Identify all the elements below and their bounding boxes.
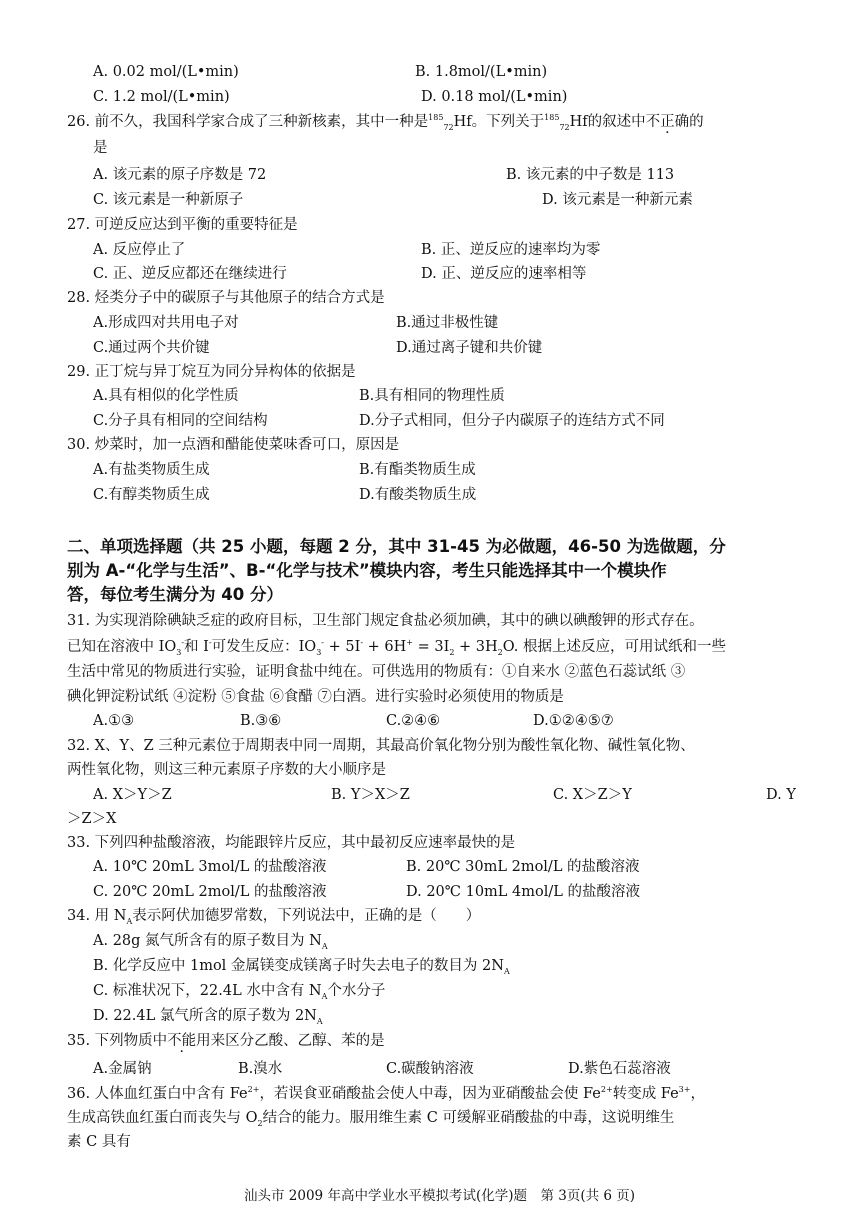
text: 34. 用 N bbox=[67, 908, 127, 924]
q30-option-a: A.有盐类物质生成 bbox=[93, 462, 210, 478]
text: 个水分子 bbox=[327, 983, 386, 999]
text: 结合的能力。服用维生素 C 可缓解亚硝酸盐的中毒，这说明维生 bbox=[262, 1110, 675, 1126]
text: B. 化学反应中 1mol 金属镁变成镁离子时失去电子的数目为 2N bbox=[93, 958, 504, 974]
q27-option-d: D. 正、逆反应的速率相等 bbox=[421, 266, 587, 282]
q30-stem: 30. 炒菜时，加一点酒和醋能使菜味香可口，原因是 bbox=[67, 437, 400, 453]
q34-option-c bbox=[93, 981, 385, 1001]
emphasis-text: 不正确 bbox=[645, 114, 690, 130]
q35-stem bbox=[67, 1031, 385, 1051]
q35-option-b: B.溴水 bbox=[238, 1061, 283, 1077]
q26-option-b: B. 该元素的中子数是 113 bbox=[506, 167, 675, 183]
superscript: 3+ bbox=[678, 1085, 691, 1095]
q27-option-a: A. 反应停止了 bbox=[93, 242, 186, 258]
q32-option-c: C. X＞Z＞Y bbox=[553, 787, 632, 803]
subscript: 2 bbox=[449, 647, 455, 657]
text: D. 22.4L 氯气所含的原子数为 2N bbox=[93, 1008, 317, 1024]
q31-option-d: D.①②④⑤⑦ bbox=[533, 713, 614, 729]
text: + 6H bbox=[363, 639, 407, 655]
q34-option-a bbox=[93, 931, 328, 951]
q36-stem-line-1 bbox=[67, 1084, 705, 1104]
isotope-mass-number: 185 bbox=[544, 113, 560, 123]
subscript: A bbox=[321, 991, 328, 1001]
isotope-symbol: Hf bbox=[453, 114, 472, 130]
text: A. 28g 氮气所含有的原子数目为 N bbox=[93, 933, 322, 949]
q34-option-b bbox=[93, 956, 510, 976]
q26-stem-text-2: 。下列关于 bbox=[471, 114, 545, 130]
text: O. 根据上述反应，可用试纸和一些 bbox=[502, 639, 727, 655]
superscript: + bbox=[406, 638, 413, 648]
isotope-atomic-number: 72 bbox=[443, 122, 454, 132]
q30-option-c: C.有醇类物质生成 bbox=[93, 487, 210, 503]
superscript: 2+ bbox=[247, 1085, 260, 1095]
text: C. 标准状况下，22.4L 水中含有 N bbox=[93, 983, 322, 999]
q26-option-d: D. 该元素是一种新元素 bbox=[542, 192, 693, 208]
superscript: - bbox=[321, 638, 324, 648]
q25-option-b: B. 1.8mol/(L•min) bbox=[415, 64, 548, 80]
q26-stem-cont: 是 bbox=[93, 140, 108, 156]
q29-option-b: B.具有相同的物理性质 bbox=[359, 388, 505, 404]
q27-stem: 27. 可逆反应达到平衡的重要特征是 bbox=[67, 217, 298, 233]
q30-option-b: B.有酯类物质生成 bbox=[359, 462, 476, 478]
q31-option-c: C.②④⑥ bbox=[386, 713, 441, 729]
subscript: A bbox=[316, 1016, 323, 1026]
subscript: 3 bbox=[316, 647, 322, 657]
q32-option-b: B. Y＞X＞Z bbox=[331, 787, 410, 803]
section-heading-line-2: 别为 A-“化学与生活”、B-“化学与技术”模块内容，考生只能选择其中一个模块作 bbox=[67, 561, 667, 580]
q32-stem-line-1: 32. X、Y、Z 三种元素位于周期表中同一周期，其最高价氧化物分别为酸性氧化物、碱性氧化物、 bbox=[67, 738, 695, 754]
q27-option-b: B. 正、逆反应的速率均为零 bbox=[421, 242, 601, 258]
q35-option-d: D.紫色石蕊溶液 bbox=[568, 1061, 671, 1077]
q33-option-d: D. 20℃ 10mL 4mol/L 的盐酸溶液 bbox=[406, 884, 641, 900]
q32-option-a: A. X＞Y＞Z bbox=[93, 787, 172, 803]
subscript: A bbox=[321, 941, 328, 951]
text: 35. 下列物质中 bbox=[67, 1033, 168, 1049]
subscript: 3 bbox=[176, 647, 182, 657]
subscript: 2 bbox=[497, 647, 503, 657]
q28-option-a: A.形成四对共用电子对 bbox=[93, 315, 239, 331]
q26-stem-text: 26. 前不久，我国科学家合成了三种新核素，其中一种是 bbox=[67, 114, 429, 130]
q33-option-c: C. 20℃ 20mL 2mol/L 的盐酸溶液 bbox=[93, 884, 327, 900]
q31-stem-line-1: 31. 为实现消除碘缺乏症的政府目标，卫生部门规定食盐必须加碘，其中的碘以碘酸钾的形式存在。 bbox=[67, 613, 704, 629]
section-heading-line-1: 二、单项选择题（共 25 小题，每题 2 分，其中 31-45 为必做题，46-50 为选做题，分 bbox=[67, 537, 726, 556]
text: ，若误食亚硝酸盐会使人中毒，因为亚硝酸盐会使 Fe bbox=[259, 1086, 601, 1102]
section-heading-line-3: 答，每位考生满分为 40 分） bbox=[67, 585, 283, 604]
q36-stem-line-2 bbox=[67, 1108, 674, 1128]
text: + 5I bbox=[324, 639, 361, 655]
isotope-mass-number: 185 bbox=[428, 113, 444, 123]
q26-stem-text-4: 的 bbox=[689, 114, 704, 130]
q32-option-d-cont: ＞Z＞X bbox=[67, 811, 117, 827]
isotope-symbol: Hf bbox=[569, 114, 588, 130]
subscript: A bbox=[126, 916, 133, 926]
q33-stem: 33. 下列四种盐酸溶液，均能跟锌片反应，其中最初反应速率最快的是 bbox=[67, 835, 516, 851]
q33-option-a: A. 10℃ 20mL 3mol/L 的盐酸溶液 bbox=[93, 859, 327, 875]
q36-stem-line-3: 素 C 具有 bbox=[67, 1134, 131, 1150]
text: = 3I bbox=[412, 639, 450, 655]
q31-option-b: B.③⑥ bbox=[240, 713, 282, 729]
q26-option-a: A. 该元素的原子序数是 72 bbox=[93, 167, 267, 183]
q31-stem-line-2 bbox=[67, 637, 726, 657]
q35-option-c: C.碳酸钠溶液 bbox=[386, 1061, 474, 1077]
q26-stem-text-3: 的叙述中 bbox=[587, 114, 646, 130]
q28-option-c: C.通过两个共价键 bbox=[93, 340, 210, 356]
q29-option-d: D.分子式相同，但分子内碳原子的连结方式不同 bbox=[359, 413, 665, 429]
q29-stem: 29. 正丁烷与异丁烷互为同分异构体的依据是 bbox=[67, 364, 356, 380]
text: 和 I bbox=[184, 639, 209, 655]
q28-stem: 28. 烃类分子中的碳原子与其他原子的结合方式是 bbox=[67, 290, 385, 306]
q34-stem bbox=[67, 906, 480, 926]
superscript: - bbox=[208, 638, 212, 648]
q25-option-a: A. 0.02 mol/(L•min) bbox=[93, 64, 239, 80]
superscript: - bbox=[360, 638, 364, 648]
emphasis-text: 不能 bbox=[167, 1033, 197, 1049]
text: 转变成 Fe bbox=[612, 1086, 679, 1102]
text: 可发生反应：IO bbox=[211, 639, 317, 655]
q32-option-d: D. Y bbox=[766, 787, 796, 803]
q25-option-d: D. 0.18 mol/(L•min) bbox=[421, 89, 568, 105]
q31-option-a: A.①③ bbox=[93, 713, 135, 729]
superscript: - bbox=[181, 638, 185, 648]
q25-option-c: C. 1.2 mol/(L•min) bbox=[93, 89, 230, 105]
q31-stem-line-3: 生活中常见的物质进行实验，证明食盐中纯在。可供选用的物质有：①自来水 ②蓝色石蕊试纸 ③ bbox=[67, 664, 686, 680]
text: 36. 人体血红蛋白中含有 Fe bbox=[67, 1086, 248, 1102]
q29-option-a: A.具有相似的化学性质 bbox=[93, 388, 239, 404]
q33-option-b: B. 20℃ 30mL 2mol/L 的盐酸溶液 bbox=[406, 859, 640, 875]
subscript: A bbox=[503, 966, 510, 976]
q29-option-c: C.分子具有相同的空间结构 bbox=[93, 413, 268, 429]
q28-option-b: B.通过非极性键 bbox=[396, 315, 499, 331]
text: + 3H bbox=[454, 639, 498, 655]
q35-option-a: A.金属钠 bbox=[93, 1061, 152, 1077]
q31-stem-line-4: 碘化钾淀粉试纸 ④淀粉 ⑤食盐 ⑥食醋 ⑦白酒。进行实验时必须使用的物质是 bbox=[67, 689, 564, 705]
text: 表示阿伏加德罗常数，下列说法中，正确的是（ ） bbox=[132, 908, 481, 924]
q32-stem-line-2: 两性氧化物，则这三种元素原子序数的大小顺序是 bbox=[67, 762, 386, 778]
text: ， bbox=[690, 1086, 705, 1102]
text: 已知在溶液中 IO bbox=[67, 639, 177, 655]
q26-stem bbox=[67, 112, 704, 132]
page-footer: 汕头市 2009 年高中学业水平模拟考试(化学)题 第 3页(共 6 页) bbox=[244, 1188, 636, 1204]
superscript: 2+ bbox=[600, 1085, 613, 1095]
isotope-atomic-number: 72 bbox=[559, 122, 570, 132]
subscript: 2 bbox=[257, 1118, 263, 1128]
text: 用来区分乙酸、乙醇、苯的是 bbox=[196, 1033, 385, 1049]
q28-option-d: D.通过离子键和共价键 bbox=[396, 340, 543, 356]
q27-option-c: C. 正、逆反应都还在继续进行 bbox=[93, 266, 287, 282]
q26-option-c: C. 该元素是一种新原子 bbox=[93, 192, 244, 208]
q34-option-d bbox=[93, 1006, 323, 1026]
text: 生成高铁血红蛋白而丧失与 O bbox=[67, 1110, 258, 1126]
q30-option-d: D.有酸类物质生成 bbox=[359, 487, 477, 503]
